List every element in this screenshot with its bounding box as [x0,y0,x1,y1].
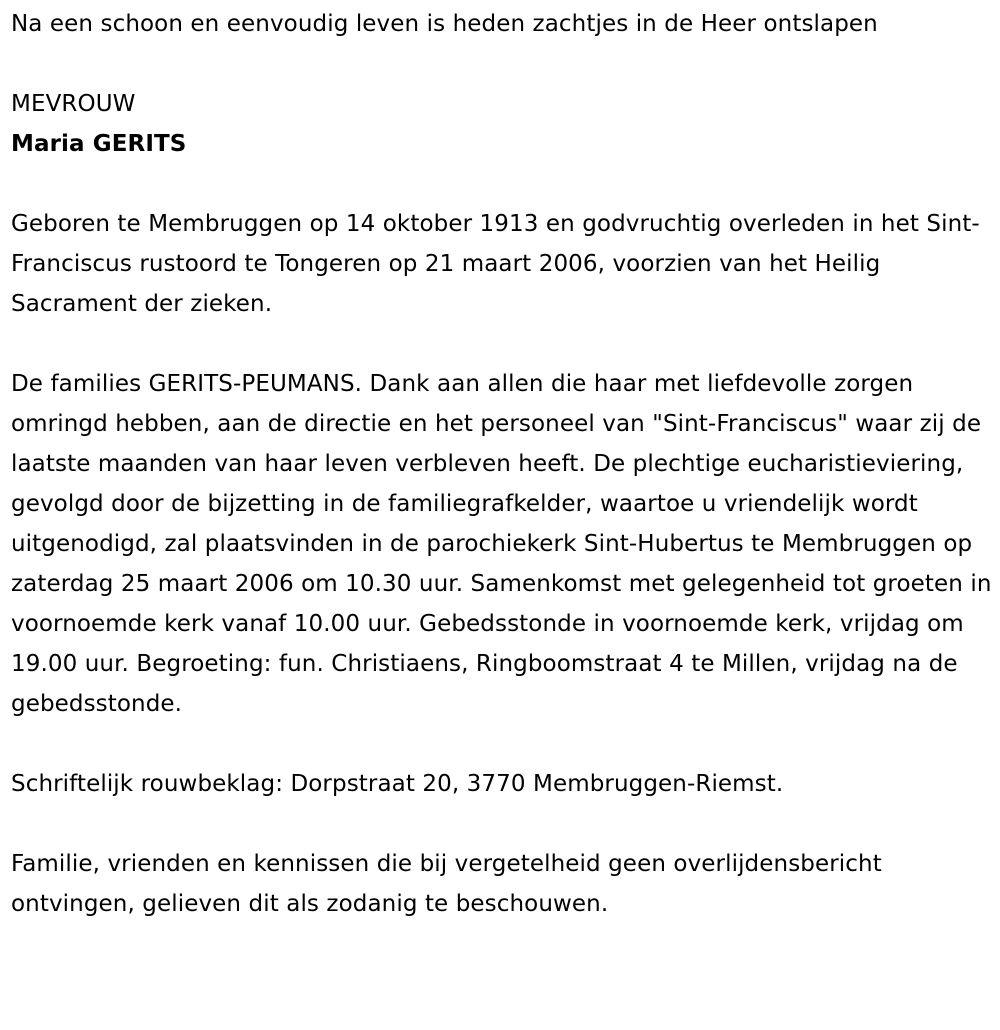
closing-paragraph: Familie, vrienden en kennissen die bij vergetelheid geen overlijdensbericht ontvingen, gelieven dit als zodanig te beschouwen. [11,851,882,917]
birth-death-paragraph: Geboren te Membruggen op 14 oktober 1913 en godvruchtig overleden in het Sint-Franciscus rustoord te Tongeren op 21 maart 2006, voorzien van het Heilig Sacrament der zieken. [11,211,980,317]
condolences-address: Schriftelijk rouwbeklag: Dorpstraat 20, 3770 Membruggen-Riemst. [11,771,784,797]
deceased-name: Maria GERITS [11,131,187,157]
intro-text: Na een schoon en eenvoudig leven is heden zachtjes in de Heer ontslapen [11,11,878,37]
family-service-paragraph: De families GERITS-PEUMANS. Dank aan allen die haar met liefdevolle zorgen omringd hebben, aan de directie en het personeel van "Sint-Franciscus" waar zij de laatste maanden van haar leven verbleven heeft. De plechtige eucharistieviering, gevolgd door de bijzetting in de familiegrafkelder, waartoe u vriendelijk wordt uitgenodigd, zal plaatsvinden in de parochiekerk Sint-Hubertus te Membruggen op zaterdag 25 maart 2006 om 10.30 uur. Samenkomst met gelegenheid tot groeten in voornoemde kerk vanaf 10.00 uur. Gebedsstonde in voornoemde kerk, vrijdag om 19.00 uur. Begroeting: fun. Christiaens, Ringboomstraat 4 te Millen, vrijdag na de gebedsstonde. [11,371,992,717]
title-prefix: MEVROUW [11,91,136,117]
